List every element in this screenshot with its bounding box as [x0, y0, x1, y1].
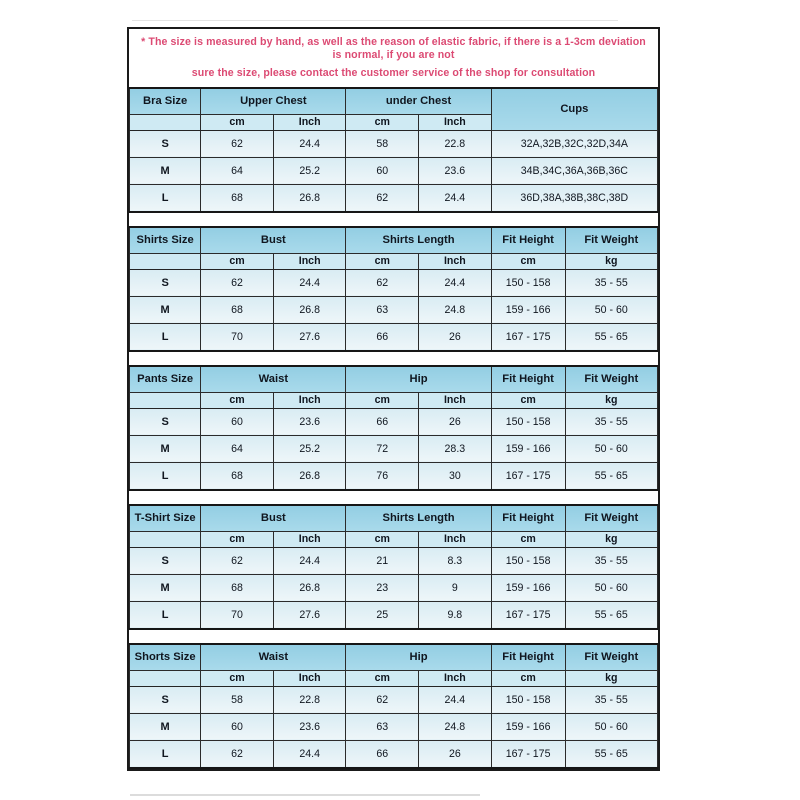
value-cell: 68 [201, 574, 274, 601]
unit-header-cell: cm [201, 114, 274, 130]
header-row [130, 644, 658, 671]
table-gap [129, 352, 658, 365]
value-cell: 150 - 158 [491, 269, 565, 296]
value-cell: 70 [201, 601, 274, 629]
size-label-cell: L [130, 740, 201, 768]
table-title-cell: Shorts Size [130, 644, 201, 671]
column-group-header: Fit Weight [565, 366, 657, 393]
value-cell: 50 - 60 [565, 296, 657, 323]
unit-header-cell: Inch [273, 531, 346, 547]
value-cell: 35 - 55 [565, 686, 657, 713]
unit-header-cell: Inch [419, 531, 492, 547]
header-row [130, 227, 658, 254]
table-gap [129, 630, 658, 643]
column-group-header: Cups [491, 88, 657, 131]
value-cell: 55 - 65 [565, 601, 657, 629]
unit-empty-cell [130, 253, 201, 269]
value-cell: 63 [346, 713, 419, 740]
size-label-cell: L [130, 601, 201, 629]
unit-empty-cell [130, 114, 201, 130]
value-cell: 66 [346, 408, 419, 435]
value-cell: 50 - 60 [565, 713, 657, 740]
unit-row [130, 670, 658, 686]
value-cell: 58 [346, 130, 419, 157]
unit-header-cell: cm [491, 392, 565, 408]
column-group-header: Bust [201, 505, 346, 532]
header-row [130, 505, 658, 532]
column-group-header: Waist [201, 366, 346, 393]
unit-header-cell: cm [346, 253, 419, 269]
value-cell: 150 - 158 [491, 547, 565, 574]
unit-header-cell: kg [565, 670, 657, 686]
size-row-m [130, 435, 658, 462]
value-cell: 62 [201, 740, 274, 768]
size-label-cell: S [130, 130, 201, 157]
value-cell: 35 - 55 [565, 547, 657, 574]
value-cell: 68 [201, 184, 274, 212]
table-title-cell: Bra Size [130, 88, 201, 115]
size-row-l [130, 601, 658, 629]
value-cell: 24.8 [419, 713, 492, 740]
unit-header-cell: Inch [419, 253, 492, 269]
size-label-cell: L [130, 462, 201, 490]
value-cell: 62 [201, 547, 274, 574]
unit-header-cell: cm [201, 670, 274, 686]
page-edge-line-bottom [130, 794, 480, 796]
value-cell: 66 [346, 323, 419, 351]
unit-empty-cell [130, 392, 201, 408]
value-cell: 27.6 [273, 601, 346, 629]
value-cell: 23 [346, 574, 419, 601]
value-cell: 159 - 166 [491, 296, 565, 323]
unit-header-cell: cm [491, 670, 565, 686]
size-table-shirts-size [129, 226, 658, 352]
value-cell: 159 - 166 [491, 435, 565, 462]
unit-row [130, 531, 658, 547]
value-cell: 55 - 65 [565, 740, 657, 768]
unit-header-cell: cm [491, 253, 565, 269]
column-group-header: Shirts Length [346, 227, 491, 254]
unit-empty-cell [130, 670, 201, 686]
value-cell: 62 [346, 184, 419, 212]
size-label-cell: M [130, 574, 201, 601]
column-group-header: Fit Height [491, 227, 565, 254]
value-cell: 24.4 [419, 686, 492, 713]
value-cell: 24.4 [273, 130, 346, 157]
tables-region [129, 87, 658, 769]
unit-row [130, 392, 658, 408]
size-row-s [130, 686, 658, 713]
value-cell: 55 - 65 [565, 323, 657, 351]
unit-header-cell: Inch [273, 392, 346, 408]
unit-header-cell: cm [201, 531, 274, 547]
value-cell: 72 [346, 435, 419, 462]
unit-header-cell: cm [346, 392, 419, 408]
unit-header-cell: Inch [273, 670, 346, 686]
table-gap [129, 491, 658, 504]
size-table-t-shirt-size [129, 504, 658, 630]
column-group-header: Waist [201, 644, 346, 671]
value-cell: 26 [419, 408, 492, 435]
column-group-header: Fit Height [491, 644, 565, 671]
column-group-header: Fit Height [491, 505, 565, 532]
value-cell: 25.2 [273, 157, 346, 184]
unit-header-cell: kg [565, 531, 657, 547]
size-row-m [130, 157, 658, 184]
value-cell: 23.6 [273, 713, 346, 740]
value-cell: 167 - 175 [491, 462, 565, 490]
value-cell: 76 [346, 462, 419, 490]
value-cell: 26.8 [273, 574, 346, 601]
unit-header-cell: cm [346, 670, 419, 686]
size-row-s [130, 130, 658, 157]
value-cell: 150 - 158 [491, 686, 565, 713]
value-cell: 25 [346, 601, 419, 629]
size-label-cell: M [130, 713, 201, 740]
value-cell: 60 [201, 408, 274, 435]
value-cell: 24.4 [419, 184, 492, 212]
unit-header-cell: Inch [419, 114, 492, 130]
size-label-cell: S [130, 686, 201, 713]
table-title-cell: T-Shirt Size [130, 505, 201, 532]
value-cell: 62 [346, 269, 419, 296]
column-group-header: Fit Weight [565, 227, 657, 254]
unit-header-cell: Inch [419, 392, 492, 408]
value-cell: 24.4 [419, 269, 492, 296]
unit-header-cell: cm [201, 392, 274, 408]
size-row-s [130, 547, 658, 574]
value-cell: 55 - 65 [565, 462, 657, 490]
value-cell: 28.3 [419, 435, 492, 462]
size-label-cell: M [130, 157, 201, 184]
size-row-s [130, 408, 658, 435]
value-cell: 62 [346, 686, 419, 713]
value-cell: 32A,32B,32C,32D,34A [491, 130, 657, 157]
value-cell: 26 [419, 323, 492, 351]
value-cell: 68 [201, 462, 274, 490]
value-cell: 26.8 [273, 184, 346, 212]
value-cell: 64 [201, 435, 274, 462]
size-note [129, 29, 658, 87]
size-row-l [130, 323, 658, 351]
value-cell: 22.8 [273, 686, 346, 713]
size-row-m [130, 713, 658, 740]
value-cell: 22.8 [419, 130, 492, 157]
value-cell: 25.2 [273, 435, 346, 462]
table-gap [129, 213, 658, 226]
size-table-bra-size [129, 87, 658, 213]
value-cell: 58 [201, 686, 274, 713]
value-cell: 24.4 [273, 269, 346, 296]
size-row-l [130, 462, 658, 490]
value-cell: 159 - 166 [491, 574, 565, 601]
value-cell: 70 [201, 323, 274, 351]
size-table-pants-size [129, 365, 658, 491]
value-cell: 9 [419, 574, 492, 601]
value-cell: 159 - 166 [491, 713, 565, 740]
column-group-header: Hip [346, 366, 491, 393]
value-cell: 9.8 [419, 601, 492, 629]
unit-empty-cell [130, 531, 201, 547]
unit-header-cell: cm [346, 531, 419, 547]
unit-header-cell: Inch [273, 253, 346, 269]
value-cell: 34B,34C,36A,36B,36C [491, 157, 657, 184]
value-cell: 167 - 175 [491, 601, 565, 629]
value-cell: 27.6 [273, 323, 346, 351]
unit-header-cell: kg [565, 392, 657, 408]
size-label-cell: S [130, 408, 201, 435]
size-note-line-1: * The size is measured by hand, as well as the reason of elastic fabric, if there is a 1-3cm deviation is normal, if you are not [141, 36, 646, 62]
value-cell: 8.3 [419, 547, 492, 574]
unit-header-cell: Inch [273, 114, 346, 130]
value-cell: 50 - 60 [565, 435, 657, 462]
size-note-line-2: sure the size, please contact the customer service of the shop for consultation [191, 67, 596, 80]
size-table-shorts-size [129, 643, 658, 769]
value-cell: 60 [201, 713, 274, 740]
unit-header-cell: kg [565, 253, 657, 269]
table-title-cell: Shirts Size [130, 227, 201, 254]
value-cell: 24.8 [419, 296, 492, 323]
value-cell: 30 [419, 462, 492, 490]
size-row-s [130, 269, 658, 296]
size-chart [127, 27, 660, 771]
header-row [130, 366, 658, 393]
size-row-m [130, 574, 658, 601]
value-cell: 23.6 [273, 408, 346, 435]
value-cell: 35 - 55 [565, 269, 657, 296]
header-row [130, 88, 658, 115]
value-cell: 26 [419, 740, 492, 768]
value-cell: 50 - 60 [565, 574, 657, 601]
value-cell: 167 - 175 [491, 323, 565, 351]
column-group-header: Hip [346, 644, 491, 671]
value-cell: 26.8 [273, 462, 346, 490]
table-title-cell: Pants Size [130, 366, 201, 393]
column-group-header: under Chest [346, 88, 491, 115]
column-group-header: Fit Weight [565, 505, 657, 532]
size-label-cell: L [130, 184, 201, 212]
size-label-cell: S [130, 269, 201, 296]
value-cell: 35 - 55 [565, 408, 657, 435]
page-edge-line-top [132, 20, 618, 21]
column-group-header: Bust [201, 227, 346, 254]
size-label-cell: S [130, 547, 201, 574]
size-label-cell: L [130, 323, 201, 351]
column-group-header: Fit Height [491, 366, 565, 393]
value-cell: 24.4 [273, 740, 346, 768]
value-cell: 150 - 158 [491, 408, 565, 435]
unit-header-cell: Inch [419, 670, 492, 686]
column-group-header: Shirts Length [346, 505, 491, 532]
size-row-l [130, 740, 658, 768]
size-label-cell: M [130, 435, 201, 462]
unit-row [130, 253, 658, 269]
unit-header-cell: cm [201, 253, 274, 269]
value-cell: 24.4 [273, 547, 346, 574]
unit-header-cell: cm [346, 114, 419, 130]
size-row-l [130, 184, 658, 212]
value-cell: 62 [201, 269, 274, 296]
size-label-cell: M [130, 296, 201, 323]
value-cell: 62 [201, 130, 274, 157]
size-row-m [130, 296, 658, 323]
value-cell: 68 [201, 296, 274, 323]
value-cell: 66 [346, 740, 419, 768]
value-cell: 21 [346, 547, 419, 574]
value-cell: 23.6 [419, 157, 492, 184]
unit-header-cell: cm [491, 531, 565, 547]
column-group-header: Fit Weight [565, 644, 657, 671]
value-cell: 26.8 [273, 296, 346, 323]
column-group-header: Upper Chest [201, 88, 346, 115]
value-cell: 36D,38A,38B,38C,38D [491, 184, 657, 212]
value-cell: 63 [346, 296, 419, 323]
value-cell: 167 - 175 [491, 740, 565, 768]
value-cell: 60 [346, 157, 419, 184]
value-cell: 64 [201, 157, 274, 184]
